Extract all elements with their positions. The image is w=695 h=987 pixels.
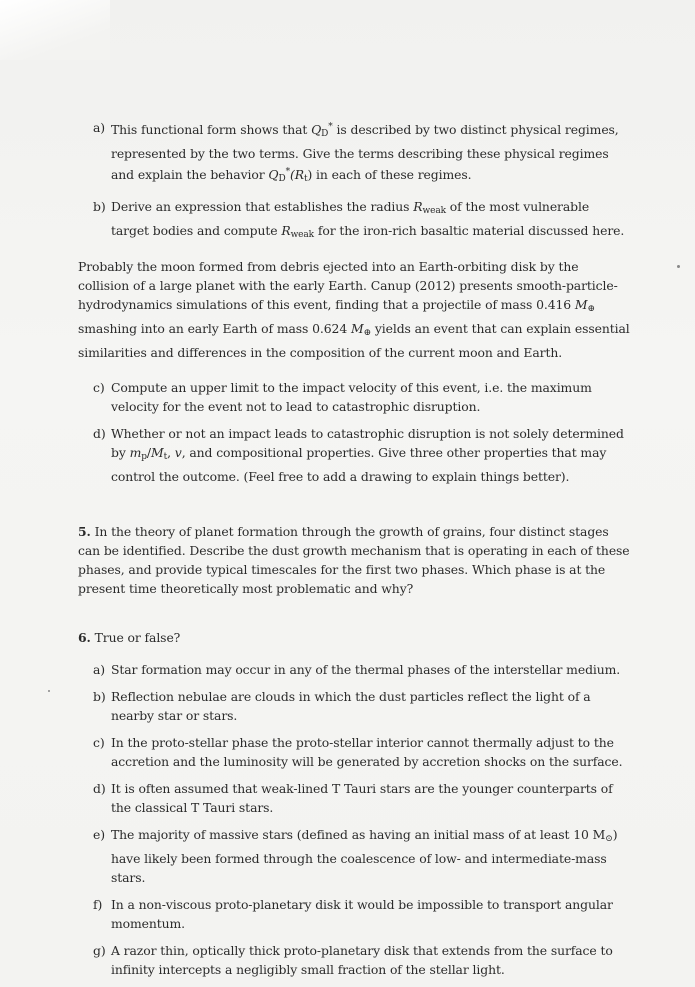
math-superscript: * [328,122,333,132]
problem-number: 6. [78,630,91,645]
text-run: Probably the moon formed from debris ejected into an Earth-orbiting disk by the collision of a large planet with the early Earth. Canup (2012) presents smooth-particle-hydrodynamics simulations of this event, finding that a projectile of mass 0.416 [78,259,618,312]
moon-formation-paragraph [78,257,630,362]
math-symbol: M [350,321,364,336]
question-4b [78,197,630,245]
item-label: d) [93,426,106,441]
sun-symbol: ⊙ [605,834,613,844]
question-6b [78,687,630,725]
text-run: This functional form shows that [111,122,312,137]
page-content [78,118,630,987]
item-label: c) [93,735,105,750]
scan-speck [677,265,680,268]
item-text: It is often assumed that weak-lined T Tauri stars are the younger counterparts of the classical T Tauri stars. [111,781,613,815]
math-symbol: Q [268,167,279,182]
text-run: Derive an expression that establishes the radius [111,199,414,214]
math-subscript: D [321,129,329,139]
question-6g [78,941,630,979]
text-run: The majority of massive stars (defined as having an initial mass of at least 10 M [111,827,606,842]
math-symbol: Q [311,122,322,137]
question-4c [78,378,630,416]
math-subscript: weak [422,206,446,216]
item-label: e) [93,827,105,842]
question-6c [78,733,630,771]
math-symbol: v [174,445,182,460]
problem-5 [78,522,630,598]
text-run: for the iron-rich basaltic material discussed here. [314,223,625,238]
item-label: a) [93,120,106,135]
earth-symbol: ⊕ [587,304,595,314]
earth-symbol: ⊕ [363,328,372,338]
item-text: Star formation may occur in any of the thermal phases of the interstellar medium. [111,662,621,677]
math-symbol: R [413,199,423,214]
text-run: Whether or not an impact leads to catastrophic disruption is not solely determined by [111,426,624,460]
problem-number: 5. [78,524,91,539]
math-symbol: R [281,223,291,238]
math-symbol: M [150,445,164,460]
item-text: In the proto-stellar phase the proto-stellar interior cannot thermally adjust to the accretion and the luminosity will be generated by accretion shocks on the surface. [111,735,623,769]
question-4a [78,118,630,189]
page-fold-shading [0,0,110,60]
question-4d [78,424,630,486]
item-label: b) [93,199,106,214]
math-superscript: * [285,167,290,177]
text-run: ) have likely been formed through the coalescence of low- and intermediate-mass stars. [111,827,618,885]
text-run: smashing into an early Earth of mass 0.624 [78,321,351,336]
question-6f [78,895,630,933]
item-text: Compute an upper limit to the impact velocity of this event, i.e. the maximum velocity for the event not to lead to catastrophic disruption. [111,380,592,414]
item-label: a) [93,662,106,677]
math-subscript: weak [290,230,315,240]
math-symbol: m [129,445,142,460]
question-6e [78,825,630,887]
math-subscript: D [278,174,286,184]
item-label: d) [93,781,106,796]
problem-text: In the theory of planet formation through the growth of grains, four distinct stages can be identified. Describe the dust growth mechanism that is operating in each of these phases, and provide typical timescales for the first two phases. Which phase is at the present time theoretically most problematic and why? [78,524,630,596]
question-6a [78,660,630,679]
question-6d [78,779,630,817]
item-label: b) [93,689,106,704]
item-text: A razor thin, optically thick proto-planetary disk that extends from the surface to infinity intercepts a negligibly small fraction of the stellar light. [111,943,613,977]
item-label: c) [93,380,105,395]
item-text: In a non-viscous proto-planetary disk it would be impossible to transport angular momentum. [111,897,613,931]
math-subscript: t [303,174,308,184]
text-run: , [167,445,175,460]
problem-6-heading [78,628,630,647]
text-run: yields an event that can explain essential similarities and differences in the composition of the current moon and Earth. [78,321,630,360]
math-symbol: (R [289,167,304,182]
scan-speck [48,690,50,692]
item-label: f) [93,897,103,912]
problem-title: True or false? [90,630,181,645]
math-subscript: p [141,452,147,462]
text-run: ) in each of these regimes. [307,167,472,182]
text-run: / [146,445,151,460]
text-run: , and compositional properties. Give three other properties that may control the outcome. (Feel free to add a drawing to explain things better). [111,445,607,484]
math-subscript: t [163,452,168,462]
math-symbol: M [574,297,588,312]
text-run: is described by two distinct physical regimes, represented by the two terms. Give the terms describing these physical regimes and explain the behavior [111,122,619,182]
text-run: of the most vulnerable target bodies and compute [111,199,590,238]
item-label: g) [93,943,106,958]
item-text: Reflection nebulae are clouds in which the dust particles reflect the light of a nearby star or stars. [111,689,591,723]
